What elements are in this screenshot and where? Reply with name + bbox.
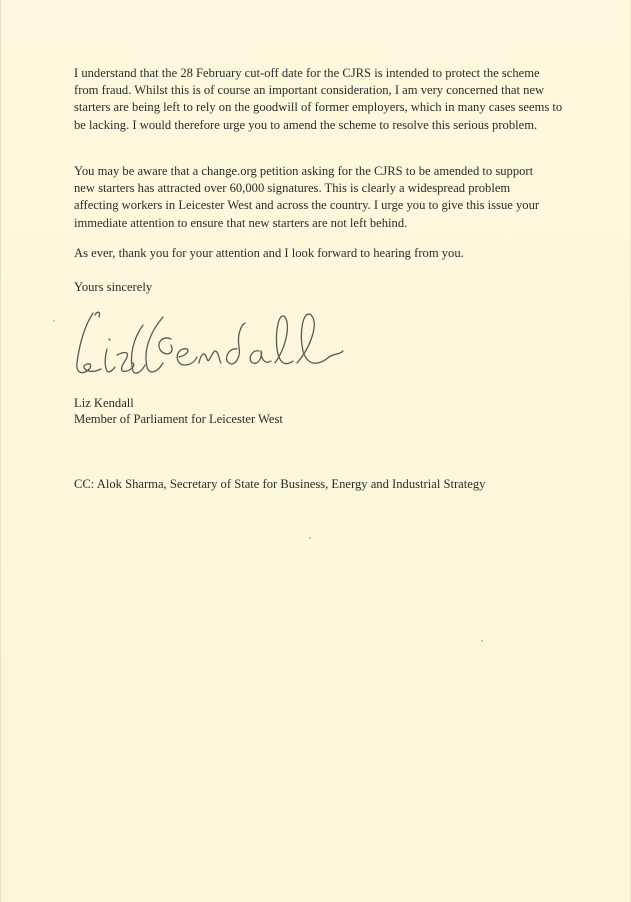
paper-speck [481,640,483,642]
signer-role: Member of Parliament for Leicester West [74,412,283,426]
cc-line: CC: Alok Sharma, Secretary of State for Business, Energy and Industrial Strategy [74,477,486,491]
handwritten-signature [71,305,361,383]
paragraph-thanks: As ever, thank you for your attention and I look forward to hearing from you. [74,246,464,260]
paragraph-petition: You may be aware that a change.org petition asking for the CJRS to be amended to support new starters has attracted over 60,000 signatures. This is clearly a widespread problem affecting workers in Leicester West and across the country. I urge you to give this issue your immediate attention to ensure that new starters are not left behind. [74,164,540,230]
closing-salutation: Yours sincerely [74,280,153,294]
paper-speck [309,537,311,539]
paragraph-fraud-concern: I understand that the 28 February cut-off date for the CJRS is intended to protect the scheme from fraud. Whilst this is of course an important consideration, I am very concerned that new starters are being left to rely on the goodwill of former employers, which in many cases seems to be lacking. I would therefore urge you to amend the scheme to resolve this serious problem. [74,66,563,132]
paper-speck [53,320,55,322]
signer-name: Liz Kendall [74,396,134,410]
